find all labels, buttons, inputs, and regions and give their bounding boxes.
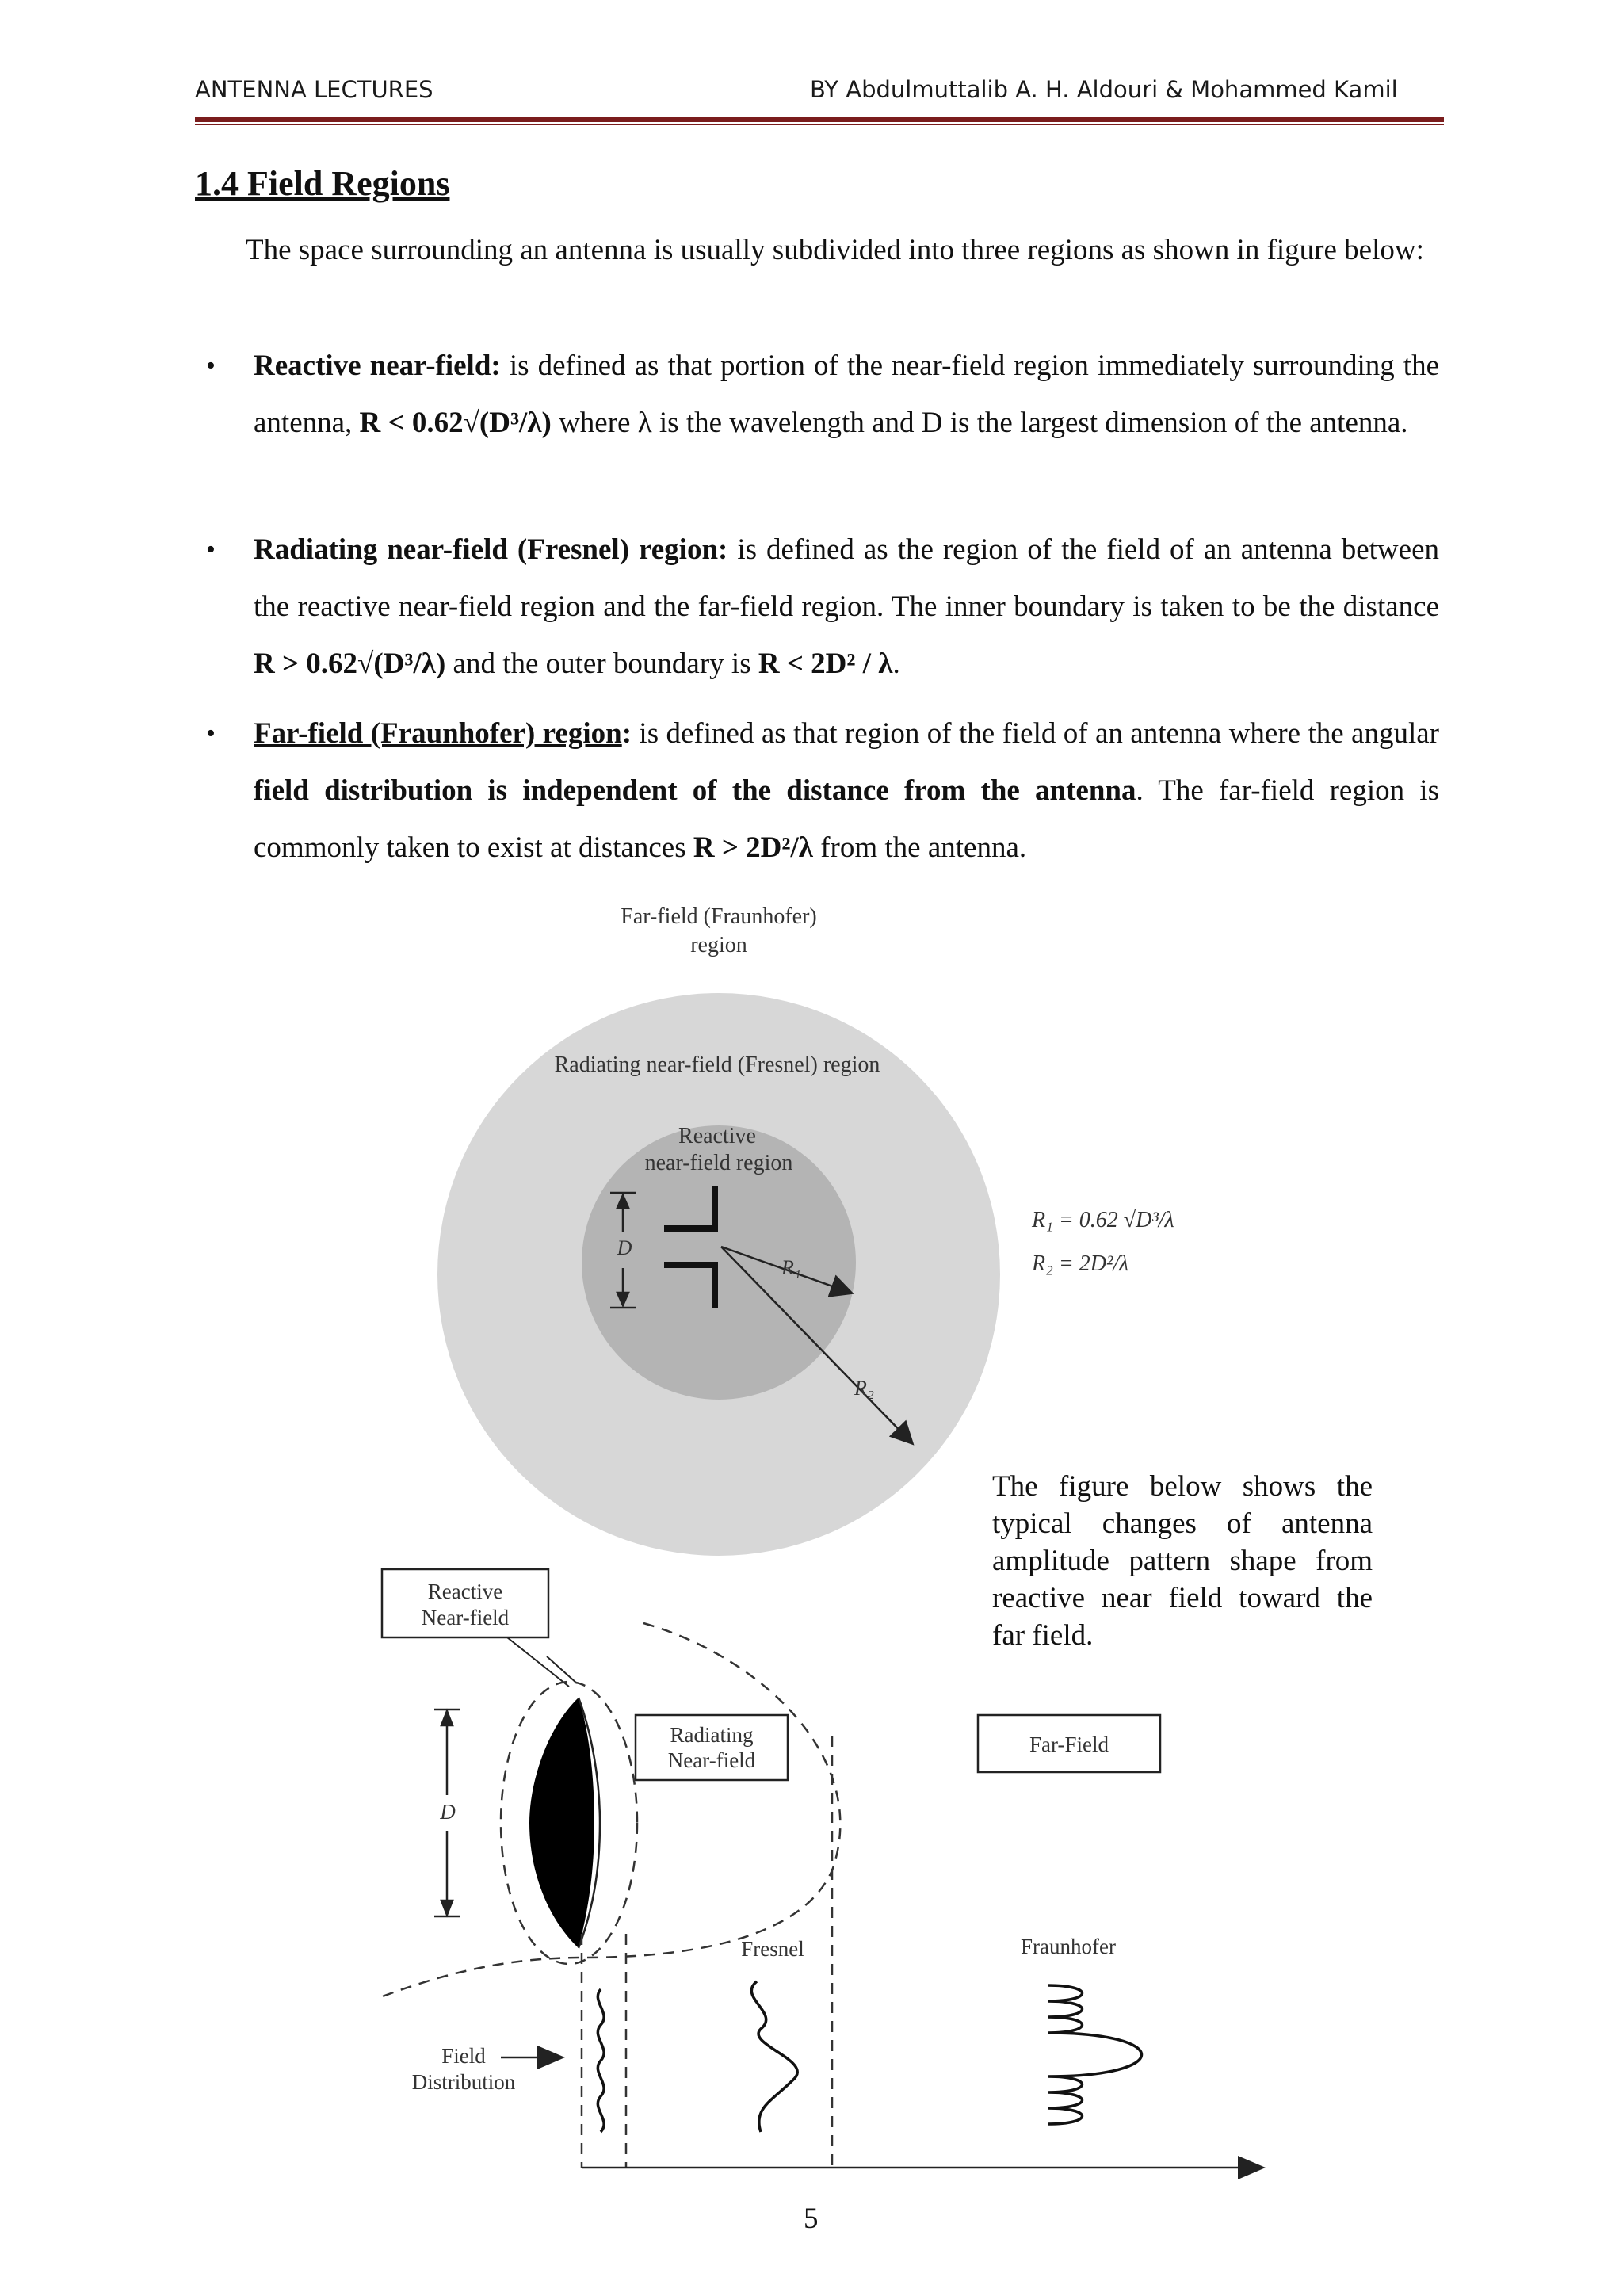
reactive-field-curve: [598, 1989, 604, 2132]
bullet-dot: •: [206, 351, 216, 380]
page-number: 5: [804, 2202, 819, 2235]
text-segment: and the outer boundary is: [445, 648, 758, 680]
r2-label: R₂: [854, 1377, 874, 1400]
fresnel-label: Fresnel: [741, 1937, 804, 1961]
r1-equation: R₁ = 0.62 √D³/λ: [1032, 1208, 1174, 1232]
reactive-region-label-line2: near-field region: [644, 1151, 793, 1175]
header-authors: BY Abdulmuttalib A. H. Aldouri & Mohammed Kamil: [810, 76, 1398, 103]
formula-reactive-limit: R < 0.62√(D³/λ): [359, 407, 552, 439]
fresnel-field-curve: [751, 1981, 797, 2132]
reactive-region-label-line1: Reactive: [678, 1124, 756, 1148]
section-title: 1.4 Field Regions: [195, 164, 450, 203]
formula-far-field: R > 2D²/λ: [693, 831, 813, 864]
dimension-d-label: D: [617, 1236, 632, 1259]
r2-equation: R₂ = 2D²/λ: [1032, 1251, 1129, 1276]
text-segment: is defined as that region of the field of an antenna where the angular: [632, 717, 1439, 750]
fraunhofer-label: Fraunhofer: [1021, 1935, 1116, 1958]
text-segment: is defined as the region of the field of an antenna between the reactive near-field region and the far-field region. The inner boundary is taken to be the distance: [254, 533, 1439, 623]
text-segment: .: [892, 648, 900, 680]
term-radiating-near-field: Radiating near-field (Fresnel) region:: [254, 533, 728, 566]
radiating-box-line1: Radiating: [670, 1723, 754, 1747]
bullet-dot: •: [206, 535, 216, 564]
term-colon: :: [621, 717, 632, 750]
reactive-box-line2: Near-field: [421, 1606, 510, 1629]
intro-paragraph: The space surrounding an antenna is usually subdivided into three regions as shown in figure below:: [246, 234, 1424, 266]
formula-outer-boundary: R < 2D² / λ: [758, 648, 893, 680]
dimension-d-label-2: D: [440, 1800, 456, 1824]
term-reactive-near-field: Reactive near-field:: [254, 350, 501, 382]
reactive-pointer: [547, 1656, 577, 1683]
text-segment: from the antenna.: [812, 831, 1027, 864]
radiating-box-line2: Near-field: [667, 1748, 756, 1772]
formula-inner-boundary: R > 0.62√(D³/λ): [254, 648, 446, 680]
aperture-antenna-icon: [529, 1698, 594, 1948]
reactive-pointer-line: [507, 1637, 569, 1687]
reactive-box-line1: Reactive: [427, 1580, 503, 1603]
header-course-title: ANTENNA LECTURES: [195, 76, 433, 103]
pattern-caption: The figure below shows the typical changes of antenna amplitude pattern shape from reactive near field toward the far field.: [992, 1470, 1373, 1652]
text-segment: . The far-field region is commonly taken to exist at distances: [254, 774, 1439, 864]
field-distribution-label-line2: Distribution: [411, 2070, 516, 2094]
field-distribution-label-line1: Field: [441, 2044, 486, 2068]
r1-label: R₁: [781, 1256, 801, 1279]
text-segment: where λ is the wavelength and D is the largest dimension of the antenna.: [551, 407, 1408, 439]
far-field-label-line1: Far-field (Fraunhofer): [621, 904, 817, 929]
text-segment: is defined as that portion of the near-field region immediately surrounding the antenna,: [254, 350, 1440, 439]
far-field-box-label: Far-Field: [1029, 1733, 1109, 1756]
bullet-dot: •: [206, 719, 216, 748]
emphasis-distribution: field distribution is independent of the distance from the antenna: [254, 774, 1136, 807]
far-field-label-line2: region: [690, 933, 747, 957]
fraunhofer-field-curve: [1048, 1985, 1142, 2124]
term-far-field: Far-field (Fraunhofer) region: [254, 717, 622, 750]
radiating-region-label: Radiating near-field (Fresnel) region: [554, 1052, 880, 1077]
